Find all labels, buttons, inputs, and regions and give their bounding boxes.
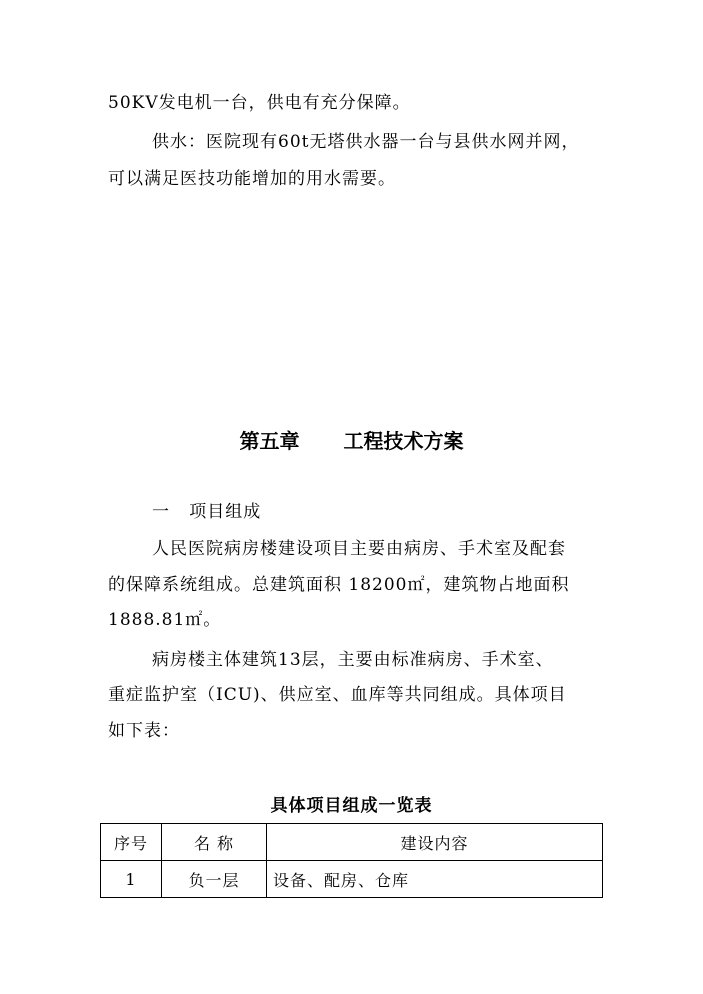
- cell-index: 1: [101, 861, 162, 898]
- header-name: 名 称: [162, 824, 267, 861]
- paragraph-power-line: 50KV发电机一台，供电有充分保障。: [108, 93, 411, 113]
- section-para2-line3: 如下表：: [108, 721, 180, 741]
- section-para2-line2: 重症监护室（ICU)、供应室、血库等共同组成。具体项目: [108, 685, 567, 705]
- section-para1-line2: 的保障系统组成。总建筑面积 18200㎡，建筑物占地面积: [108, 575, 570, 595]
- table-header-row: [101, 824, 603, 861]
- header-content: 建设内容: [267, 824, 603, 861]
- cell-name: 负一层: [162, 861, 267, 898]
- section-para2-line1: 病房楼主体建筑13层，主要由标准病房、手术室、: [152, 650, 554, 670]
- table-title: 具体项目组成一览表: [270, 796, 433, 816]
- project-composition-table: [100, 823, 603, 898]
- paragraph-water-line-2: 可以满足医技功能增加的用水需要。: [108, 169, 396, 189]
- header-index: 序号: [101, 824, 162, 861]
- table-row: [101, 861, 603, 898]
- section-heading: 一 项目组成: [152, 502, 262, 522]
- chapter-number: 第五章: [239, 429, 300, 453]
- chapter-title: 工程技术方案: [343, 429, 464, 453]
- chapter-heading: [0, 425, 703, 454]
- section-para1-line1: 人民医院病房楼建设项目主要由病房、手术室及配套: [152, 539, 566, 559]
- paragraph-water-line-1: 供水：医院现有60t无塔供水器一台与县供水网并网，: [152, 132, 580, 152]
- section-para1-line3: 1888.81㎡。: [108, 610, 222, 630]
- cell-content: 设备、配房、仓库: [267, 861, 603, 898]
